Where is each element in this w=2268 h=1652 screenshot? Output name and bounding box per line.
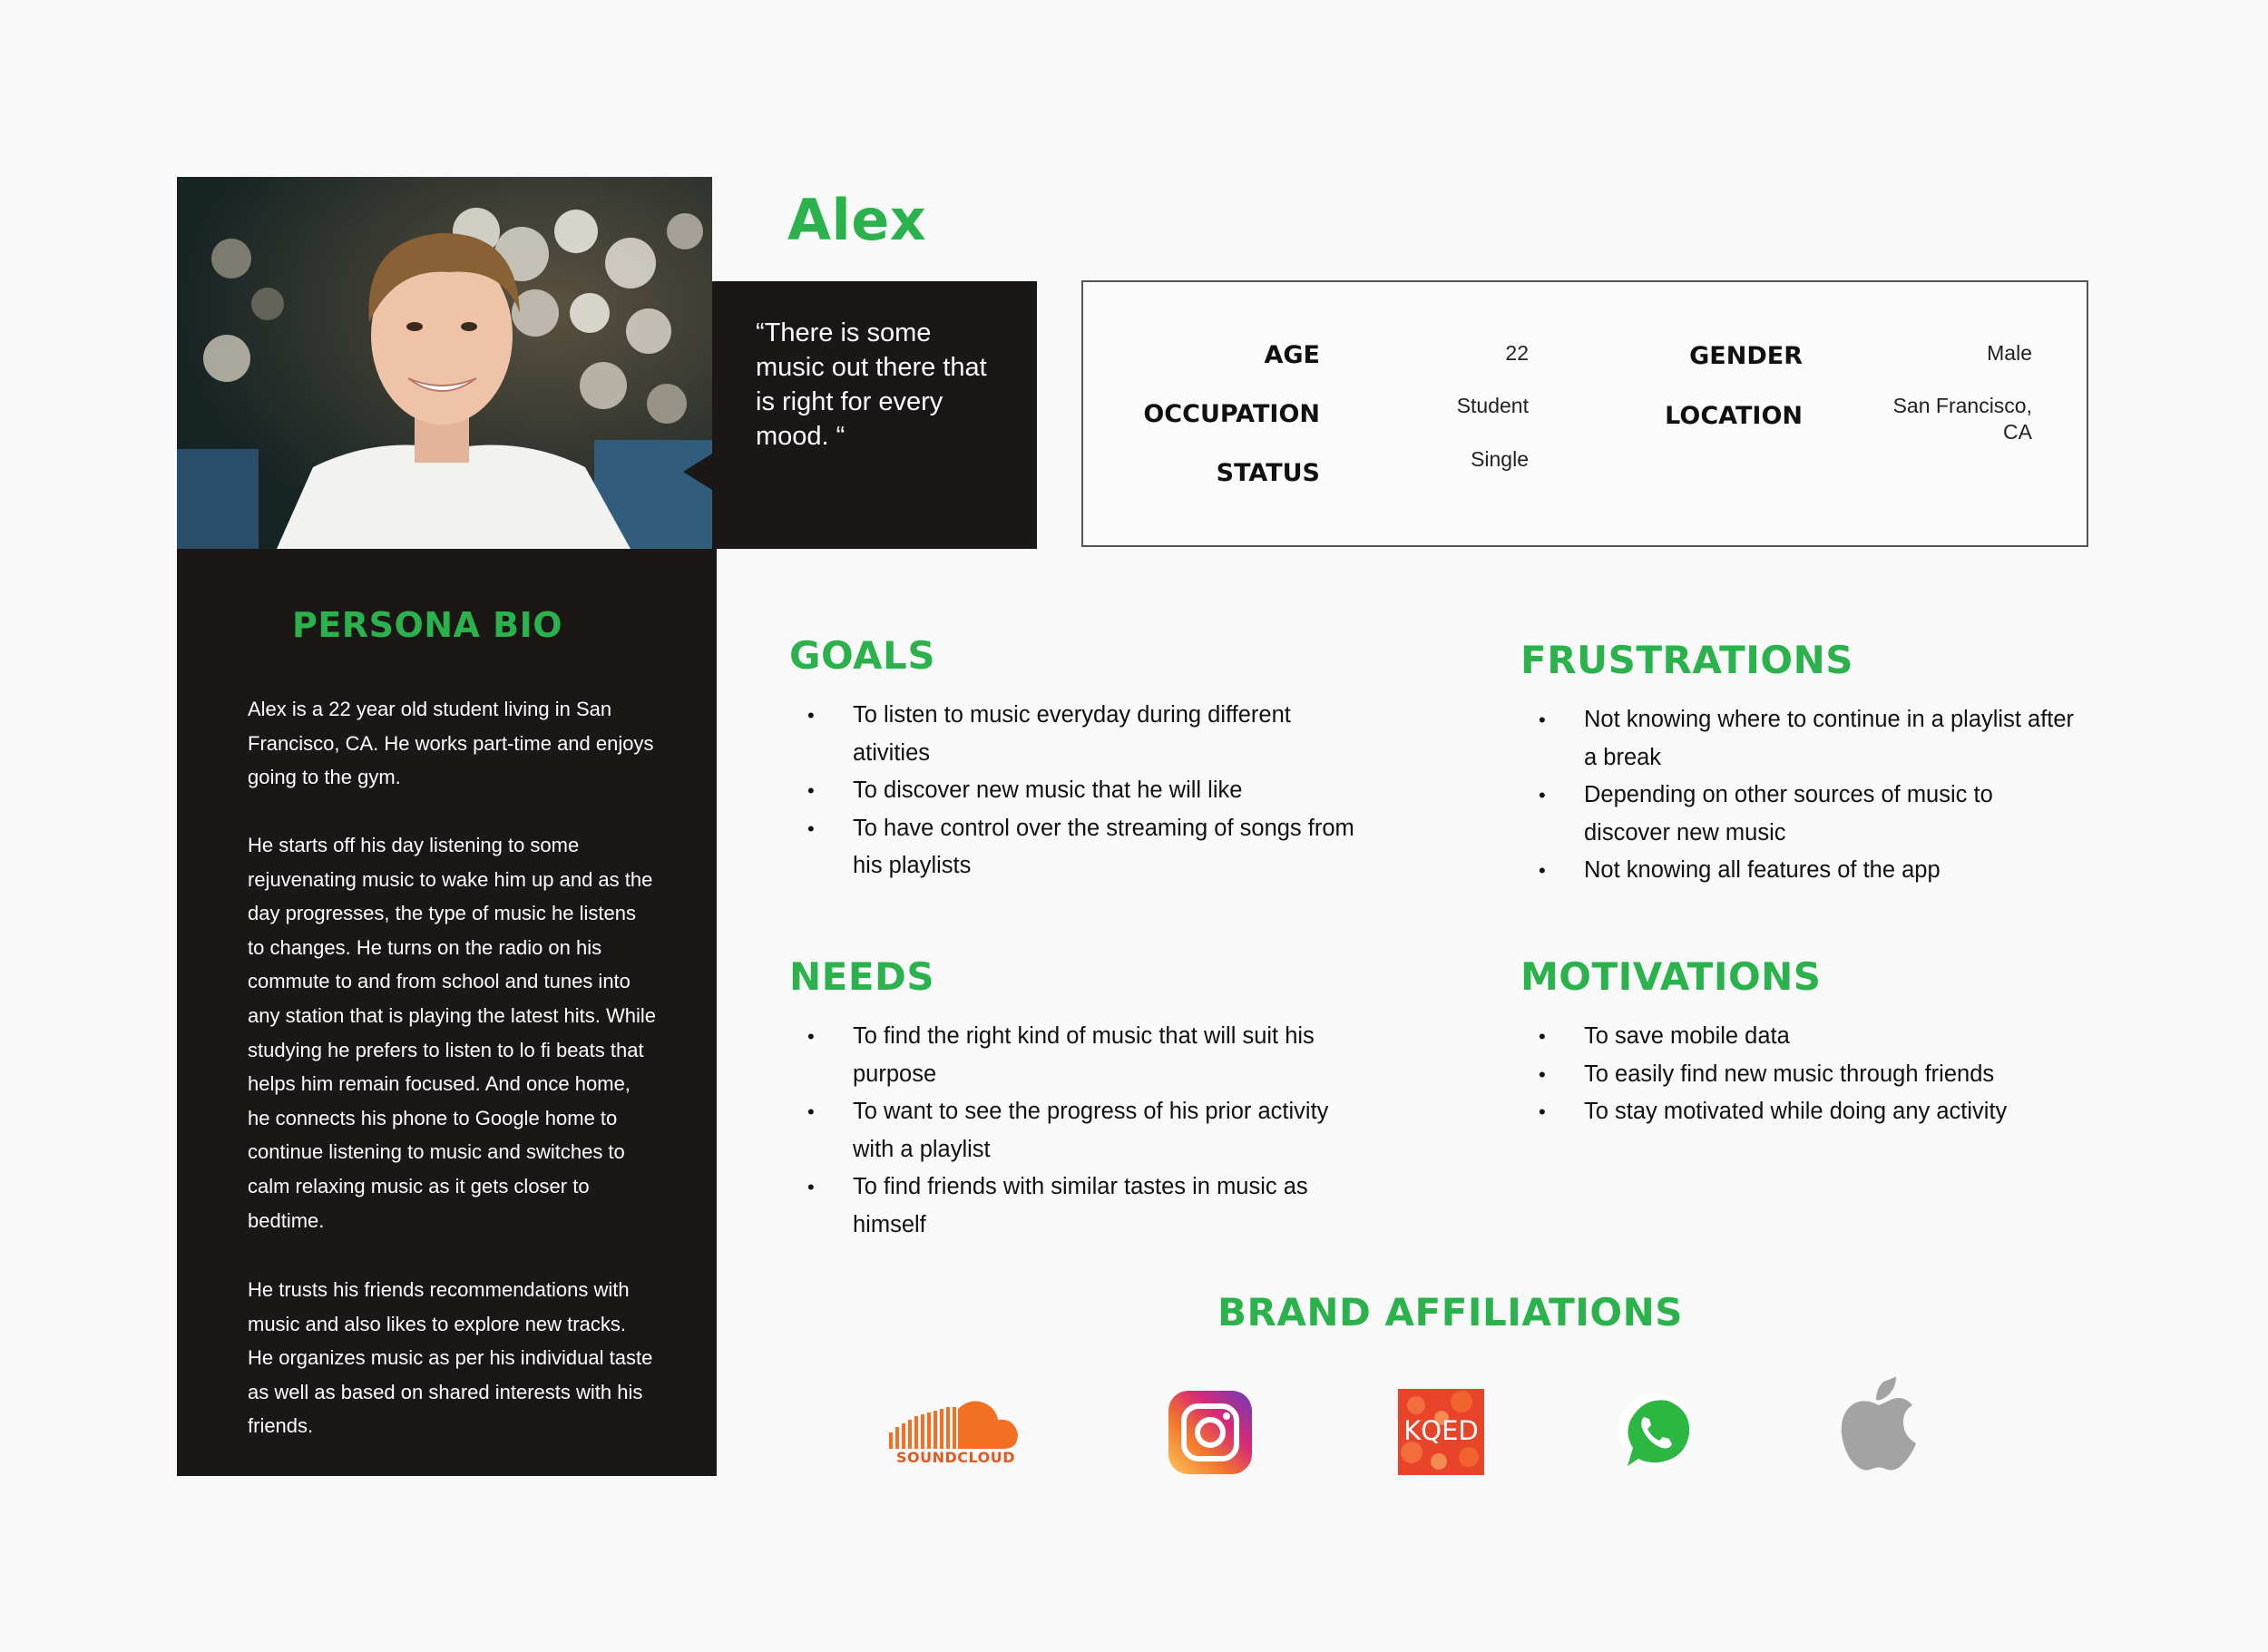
- status-label: STATUS: [1216, 459, 1320, 487]
- persona-bio-panel: [177, 549, 717, 1476]
- bio-paragraph: He starts off his day listening to some rejuvenating music to wake him up and as the day progresses, the type of music he listens to changes. He turns on the radio on his commute to and from school and tunes into any station that is playing the latest hits. While studying he prefers to listen to lo fi beats that helps him remain focused. And once home, he connects his phone to Google home to continue listening to music and switches to calm relaxing music as it gets closer to bedtime.: [248, 834, 657, 1232]
- whatsapp-logo: [1613, 1390, 1696, 1473]
- list-item: • To have control over the streaming of songs from his playlists: [789, 810, 1370, 885]
- list-item: • Not knowing all features of the app: [1520, 852, 2083, 890]
- persona-photo-image: [177, 177, 712, 549]
- motivations-list: [1520, 1018, 2101, 1131]
- bio-paragraph: Alex is a 22 year old student living in San Francisco, CA. He works part-time and enjoys going to the gym.: [248, 698, 654, 789]
- list-item: • To discover new music that he will like: [789, 772, 1370, 810]
- list-item: • To find the right kind of music that will suit his purpose: [789, 1018, 1370, 1093]
- location-value-line2: CA: [2003, 420, 2032, 444]
- quote-pointer: [683, 454, 712, 490]
- soundcloud-logo: [887, 1393, 1019, 1474]
- location-label: LOCATION: [1665, 402, 1803, 430]
- brand-affiliations-title: BRAND AFFILIATIONS: [1217, 1290, 1684, 1334]
- occupation-value: Student: [1456, 394, 1529, 417]
- goals-list: [789, 697, 1370, 885]
- persona-name: Alex: [787, 187, 927, 253]
- list-item: • To stay motivated while doing any activity: [1520, 1093, 2101, 1131]
- gender-label: GENDER: [1689, 342, 1803, 370]
- location-value-line1: San Francisco,: [1892, 394, 2032, 417]
- demographics-box: [1081, 280, 2088, 547]
- instagram-icon: [1168, 1391, 1252, 1474]
- age-value: 22: [1505, 341, 1529, 365]
- list-item: • Depending on other sources of music to discover new music: [1520, 777, 2083, 852]
- occupation-label: OCCUPATION: [1143, 400, 1320, 428]
- quote-box: [712, 281, 1037, 549]
- frustrations-list: [1520, 701, 2083, 890]
- kqed-text: KQED: [1403, 1415, 1479, 1446]
- apple-logo: [1838, 1376, 1920, 1471]
- soundcloud-icon: [887, 1393, 1019, 1456]
- status-value: Single: [1471, 447, 1529, 471]
- persona-photo: [177, 177, 712, 549]
- instagram-logo: [1168, 1391, 1252, 1474]
- apple-icon: [1838, 1376, 1920, 1471]
- gender-value: Male: [1987, 341, 2032, 365]
- kqed-logo: [1398, 1389, 1484, 1475]
- frustrations-title: FRUSTRATIONS: [1520, 638, 1853, 682]
- list-item: • To save mobile data: [1520, 1018, 2101, 1056]
- persona-bio-title: PERSONA BIO: [292, 605, 563, 645]
- goals-title: GOALS: [789, 633, 936, 678]
- list-item: • Not knowing where to continue in a playlist after a break: [1520, 701, 2083, 777]
- soundcloud-text: SOUNDCLOUD: [896, 1449, 1016, 1466]
- list-item: • To find friends with similar tastes in music as himself: [789, 1168, 1370, 1244]
- location-value: [1893, 393, 2032, 445]
- needs-title: NEEDS: [789, 954, 935, 999]
- whatsapp-icon: [1613, 1390, 1696, 1473]
- bio-paragraph: He trusts his friends recommendations with music and also likes to explore new tracks. He organizes music as per his individual taste as well as based on shared interests with his friends.: [248, 1278, 653, 1438]
- persona-quote: “There is some music out there that is right for every mood. “: [756, 318, 987, 451]
- age-label: AGE: [1264, 341, 1320, 369]
- list-item: • To listen to music everyday during different ativities: [789, 697, 1370, 772]
- list-item: • To easily find new music through friends: [1520, 1056, 2101, 1094]
- needs-list: [789, 1018, 1370, 1244]
- list-item: • To want to see the progress of his prior activity with a playlist: [789, 1093, 1370, 1168]
- motivations-title: MOTIVATIONS: [1520, 954, 1822, 999]
